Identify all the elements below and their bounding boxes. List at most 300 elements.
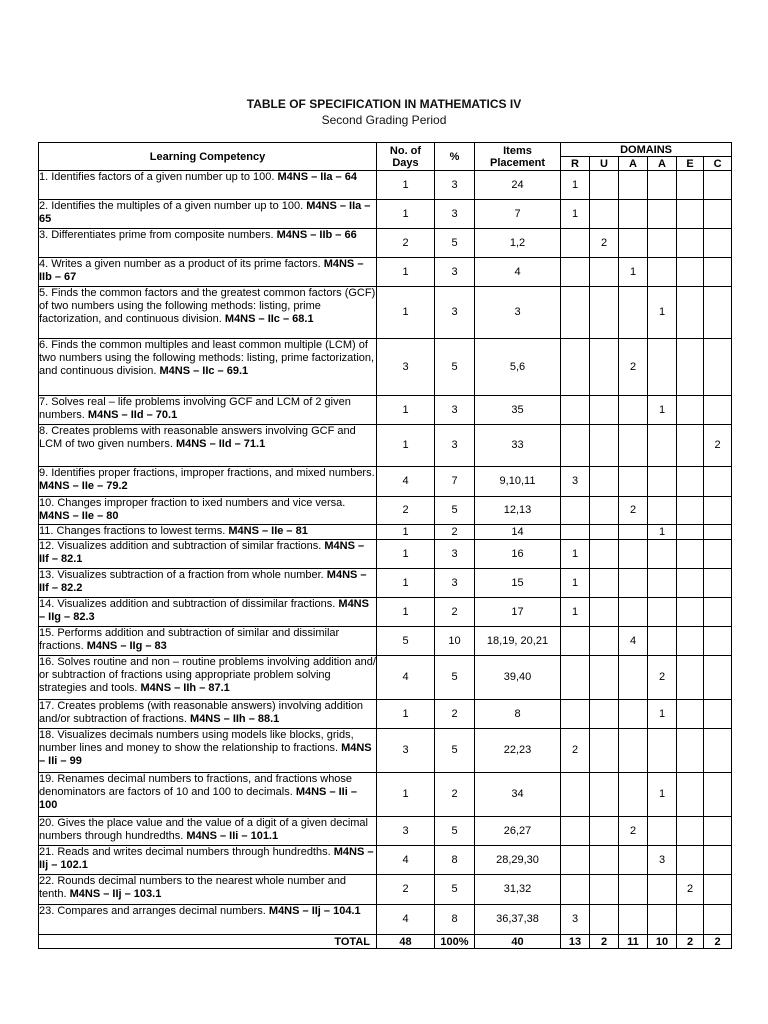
total-days: 48 [377,935,435,949]
total-domain-a1: 11 [619,935,648,949]
items-cell: 8 [475,700,561,729]
percent-cell: 8 [435,905,475,935]
domain-cell [648,875,677,905]
days-cell: 1 [377,540,435,569]
percent-cell: 2 [435,598,475,627]
header-domain-a2: A [648,157,677,171]
domain-cell [677,817,704,846]
header-domains: DOMAINS [561,143,732,157]
competency-cell [39,200,377,229]
table-row [39,700,732,729]
domain-cell [677,569,704,598]
domain-cell: 2 [677,875,704,905]
domain-cell [704,497,732,525]
table-row [39,200,732,229]
table-row [39,525,732,540]
days-cell: 5 [377,627,435,656]
domain-cell [677,525,704,540]
days-cell: 4 [377,467,435,497]
domain-cell [677,339,704,396]
domain-cell [677,229,704,258]
competency-code: M4NS – IIj – 103.1 [69,888,162,900]
items-cell: 7 [475,200,561,229]
domain-cell [648,258,677,287]
table-row [39,627,732,656]
table-row [39,569,732,598]
days-cell: 1 [377,569,435,598]
competency-code: M4NS – IIi – 100 [39,786,357,811]
domain-cell [590,569,619,598]
percent-cell: 3 [435,200,475,229]
competency-cell [39,396,377,425]
domain-cell [561,287,590,339]
domain-cell [677,287,704,339]
domain-cell [704,569,732,598]
total-items: 40 [475,935,561,949]
table-row [39,540,732,569]
domain-cell [648,627,677,656]
competency-cell [39,656,377,700]
total-row [39,935,732,949]
domain-cell [648,729,677,773]
domain-cell [590,729,619,773]
domain-cell [704,287,732,339]
domain-cell [561,875,590,905]
domain-cell [561,773,590,817]
domain-cell [677,396,704,425]
competency-text: 8. Creates problems with reasonable answers involving GCF and LCM of two given numbers. [39,425,356,450]
table-row [39,171,732,200]
days-cell: 3 [377,729,435,773]
competency-text: 6. Finds the common multiples and least common multiple (LCM) of two numbers using the following methods: listing, prime factorization, and continuous division. [39,339,375,377]
domain-cell [619,171,648,200]
domain-cell [648,598,677,627]
competency-text: 2. Identifies the multiples of a given number up to 100. [39,200,304,212]
items-cell: 22,23 [475,729,561,773]
table-row [39,846,732,875]
days-cell: 3 [377,339,435,396]
domain-cell [619,700,648,729]
competency-text: 15. Performs addition and subtraction of similar and dissimilar fractions. [39,627,340,652]
domain-cell [619,846,648,875]
domain-cell [590,258,619,287]
percent-cell: 3 [435,171,475,200]
header-items-line2: Placement [489,156,546,169]
items-cell: 31,32 [475,875,561,905]
competency-cell [39,817,377,846]
domain-cell [704,773,732,817]
domain-cell [704,656,732,700]
competency-text: 5. Finds the common factors and the greatest common factors (GCF) of two numbers using the following methods: listing, prime factorization, and continuous division. [39,287,376,325]
days-cell: 1 [377,200,435,229]
specification-table [38,142,732,949]
competency-text: 4. Writes a given number as a product of its prime factors. [39,258,321,270]
domain-cell [590,287,619,339]
competency-code: M4NS – IIf – 82.1 [39,540,365,565]
items-cell: 35 [475,396,561,425]
header-items-placement [475,143,561,171]
items-cell: 28,29,30 [475,846,561,875]
domain-cell [677,656,704,700]
domain-cell [648,569,677,598]
percent-cell: 2 [435,773,475,817]
domain-cell [590,525,619,540]
competency-text: 19. Renames decimal numbers to fractions, and fractions whose denominators are factors of 10 and 100 to decimals. [39,773,353,798]
items-cell: 36,37,38 [475,905,561,935]
domain-cell [561,425,590,467]
domain-cell [590,627,619,656]
competency-cell [39,905,377,935]
percent-cell: 5 [435,875,475,905]
competency-code: M4NS – IIe – 81 [228,525,308,537]
table-row [39,258,732,287]
domain-cell [619,773,648,817]
total-domain-u: 2 [590,935,619,949]
domain-cell [619,467,648,497]
domain-cell [619,525,648,540]
days-cell: 2 [377,875,435,905]
items-cell: 26,27 [475,817,561,846]
competency-text: 1. Identifies factors of a given number up to 100. [39,171,275,183]
domain-cell [648,171,677,200]
domain-cell: 1 [561,598,590,627]
percent-cell: 3 [435,287,475,339]
domain-cell: 1 [648,525,677,540]
competency-cell [39,875,377,905]
competency-code: M4NS – IId – 70.1 [87,409,178,421]
table-row [39,396,732,425]
competency-code: M4NS – IIg – 83 [86,640,167,652]
competency-cell [39,229,377,258]
competency-text: 17. Creates problems (with reasonable answers) involving addition and/or subtraction of fractions. [39,700,364,725]
domain-cell [561,497,590,525]
competency-text: 9. Identifies proper fractions, improper fractions, and mixed numbers. [39,467,375,479]
header-domain-e: E [677,157,704,171]
domain-cell [648,339,677,396]
days-cell: 2 [377,497,435,525]
competency-code: M4NS – IIg – 82.3 [39,598,369,623]
days-cell: 1 [377,258,435,287]
competency-code: M4NS – IIe – 80 [39,510,119,522]
competency-cell [39,729,377,773]
domain-cell [590,497,619,525]
domain-cell [704,817,732,846]
table-row [39,287,732,339]
domain-cell [677,540,704,569]
domain-cell: 2 [619,817,648,846]
items-cell: 39,40 [475,656,561,700]
domain-cell [590,467,619,497]
competency-text: 11. Changes fractions to lowest terms. [39,525,226,537]
competency-cell [39,467,377,497]
domain-cell [561,817,590,846]
table-row [39,729,732,773]
percent-cell: 5 [435,339,475,396]
domain-cell [590,817,619,846]
table-row [39,467,732,497]
domain-cell: 4 [619,627,648,656]
domain-cell [648,200,677,229]
domain-cell [677,627,704,656]
table-row [39,229,732,258]
competency-text: 10. Changes improper fraction to ixed numbers and vice versa. [39,497,346,509]
competency-code: M4NS – IIb – 66 [276,229,357,241]
domain-cell [561,258,590,287]
competency-code: M4NS – IIe – 79.2 [39,480,128,492]
competency-cell [39,497,377,525]
percent-cell: 5 [435,229,475,258]
domain-cell [561,229,590,258]
domain-cell [590,905,619,935]
domain-cell [677,171,704,200]
competency-text: 14. Visualizes addition and subtraction of dissimilar fractions. [39,598,336,610]
domain-cell [704,467,732,497]
table-row [39,497,732,525]
domain-cell [704,339,732,396]
domain-cell: 2 [619,339,648,396]
header-items-line1: Items [503,144,532,157]
domain-cell [561,656,590,700]
items-cell: 12,13 [475,497,561,525]
competency-cell [39,540,377,569]
document-subtitle: Second Grading Period [321,113,447,127]
competency-code: M4NS – IIa – 65 [39,200,371,225]
percent-cell: 3 [435,540,475,569]
total-domain-e: 2 [677,935,704,949]
competency-cell [39,171,377,200]
days-cell: 4 [377,905,435,935]
percent-cell: 5 [435,656,475,700]
percent-cell: 3 [435,569,475,598]
domain-cell [619,287,648,339]
domain-cell [677,425,704,467]
domain-cell [677,773,704,817]
domain-cell [648,817,677,846]
header-domain-a1: A [619,157,648,171]
domain-cell [619,875,648,905]
competency-code: M4NS – IIc – 69.1 [159,365,249,377]
competency-code: M4NS – IIi – 99 [39,742,372,767]
competency-cell [39,569,377,598]
items-cell: 16 [475,540,561,569]
days-cell: 1 [377,773,435,817]
domain-cell [619,425,648,467]
percent-cell: 5 [435,497,475,525]
competency-cell [39,598,377,627]
days-cell: 1 [377,598,435,627]
competency-code: M4NS – IId – 71.1 [175,438,266,450]
table-row [39,905,732,935]
domain-cell [561,627,590,656]
table-row [39,425,732,467]
days-cell: 1 [377,287,435,339]
domain-cell [704,627,732,656]
domain-cell [619,396,648,425]
domain-cell [590,171,619,200]
items-cell: 15 [475,569,561,598]
percent-cell: 5 [435,817,475,846]
days-cell: 1 [377,700,435,729]
items-cell: 18,19, 20,21 [475,627,561,656]
percent-cell: 3 [435,396,475,425]
percent-cell: 5 [435,729,475,773]
document-title: TABLE OF SPECIFICATION IN MATHEMATICS IV [246,97,522,111]
domain-cell [648,425,677,467]
percent-cell: 8 [435,846,475,875]
competency-text: 7. Solves real – life problems involving GCF and LCM of 2 given numbers. [39,396,351,421]
domain-cell [677,467,704,497]
domain-cell [590,875,619,905]
domain-cell [561,846,590,875]
domain-cell [619,569,648,598]
percent-cell: 3 [435,258,475,287]
items-cell: 24 [475,171,561,200]
days-cell: 4 [377,656,435,700]
items-cell: 1,2 [475,229,561,258]
domain-cell [590,773,619,817]
competency-cell [39,627,377,656]
total-label: TOTAL [39,935,377,949]
domain-cell [704,171,732,200]
items-cell: 4 [475,258,561,287]
items-cell: 5,6 [475,339,561,396]
table-row [39,817,732,846]
domain-cell [648,497,677,525]
competency-code: M4NS – IIj – 102.1 [39,846,374,871]
domain-cell: 1 [561,569,590,598]
domain-cell [677,846,704,875]
domain-cell [619,656,648,700]
domain-cell [590,396,619,425]
domain-cell [704,396,732,425]
domain-cell: 2 [590,229,619,258]
domain-cell [704,229,732,258]
competency-code: M4NS – IIa – 64 [277,171,357,183]
total-domain-c: 2 [704,935,732,949]
domain-cell [561,700,590,729]
competency-text: 13. Visualizes subtraction of a fraction from whole number. [39,569,324,581]
domain-cell [704,598,732,627]
domain-cell: 3 [561,905,590,935]
domain-cell: 1 [619,258,648,287]
competency-cell [39,846,377,875]
competency-text: 18. Visualizes decimals numbers using models like blocks, grids, number lines and money to show the relationship to fractions. [39,729,354,754]
domain-cell [704,905,732,935]
domain-cell [590,656,619,700]
domain-cell [704,540,732,569]
header-days-line2: Days [392,156,419,169]
domain-cell [561,396,590,425]
domain-cell [648,467,677,497]
domain-cell [648,229,677,258]
header-percent: % [435,143,475,171]
domain-cell [704,525,732,540]
domain-cell [590,425,619,467]
domain-cell [619,540,648,569]
domain-cell: 1 [561,540,590,569]
percent-cell: 7 [435,467,475,497]
total-percent: 100% [435,935,475,949]
domain-cell: 2 [561,729,590,773]
competency-cell [39,773,377,817]
domain-cell [619,905,648,935]
domain-cell [648,905,677,935]
domain-cell [704,700,732,729]
domain-cell [619,729,648,773]
days-cell: 1 [377,525,435,540]
competency-text: 22. Rounds decimal numbers to the nearest whole number and tenth. [39,875,346,900]
domain-cell: 1 [648,700,677,729]
domain-cell [704,875,732,905]
domain-cell [561,339,590,396]
table-row [39,339,732,396]
days-cell: 3 [377,817,435,846]
domain-cell: 3 [561,467,590,497]
percent-cell: 10 [435,627,475,656]
domain-cell [590,339,619,396]
header-domain-c: C [704,157,732,171]
table-row [39,656,732,700]
domain-cell [619,229,648,258]
competency-text: 12. Visualizes addition and subtraction of similar fractions. [39,540,322,552]
percent-cell: 3 [435,425,475,467]
items-cell: 33 [475,425,561,467]
domain-cell [677,905,704,935]
domain-cell [677,598,704,627]
competency-cell [39,339,377,396]
competency-code: M4NS – IIi – 101.1 [186,830,279,842]
domain-cell [677,200,704,229]
competency-rows [39,171,732,935]
header-domain-r: R [561,157,590,171]
domain-cell: 1 [561,171,590,200]
competency-text: 16. Solves routine and non – routine problems involving addition and/ or subtraction of fractions using appropriate problem solving strategies and tools. [39,656,376,694]
competency-cell [39,425,377,467]
days-cell: 1 [377,171,435,200]
header-days-line1: No. of [389,144,422,157]
domain-cell [704,200,732,229]
header-learning-competency: Learning Competency [39,143,377,171]
table-row [39,773,732,817]
days-cell: 2 [377,229,435,258]
competency-cell [39,700,377,729]
items-cell: 14 [475,525,561,540]
total-domain-r: 13 [561,935,590,949]
domain-cell: 3 [648,846,677,875]
domain-cell: 2 [648,656,677,700]
total-domain-a2: 10 [648,935,677,949]
domain-cell: 1 [648,396,677,425]
domain-cell: 1 [561,200,590,229]
competency-cell [39,287,377,339]
domain-cell [619,598,648,627]
domain-cell [677,729,704,773]
domain-cell [677,497,704,525]
domain-cell [619,200,648,229]
days-cell: 1 [377,396,435,425]
header-domain-u: U [590,157,619,171]
domain-cell [590,540,619,569]
domain-cell [590,846,619,875]
domain-cell [561,525,590,540]
competency-code: M4NS – IIc – 68.1 [224,313,314,325]
domain-cell: 1 [648,773,677,817]
competency-code: M4NS – IIj – 104.1 [268,905,361,917]
items-cell: 9,10,11 [475,467,561,497]
domain-cell: 2 [619,497,648,525]
domain-cell [677,258,704,287]
competency-cell [39,525,377,540]
